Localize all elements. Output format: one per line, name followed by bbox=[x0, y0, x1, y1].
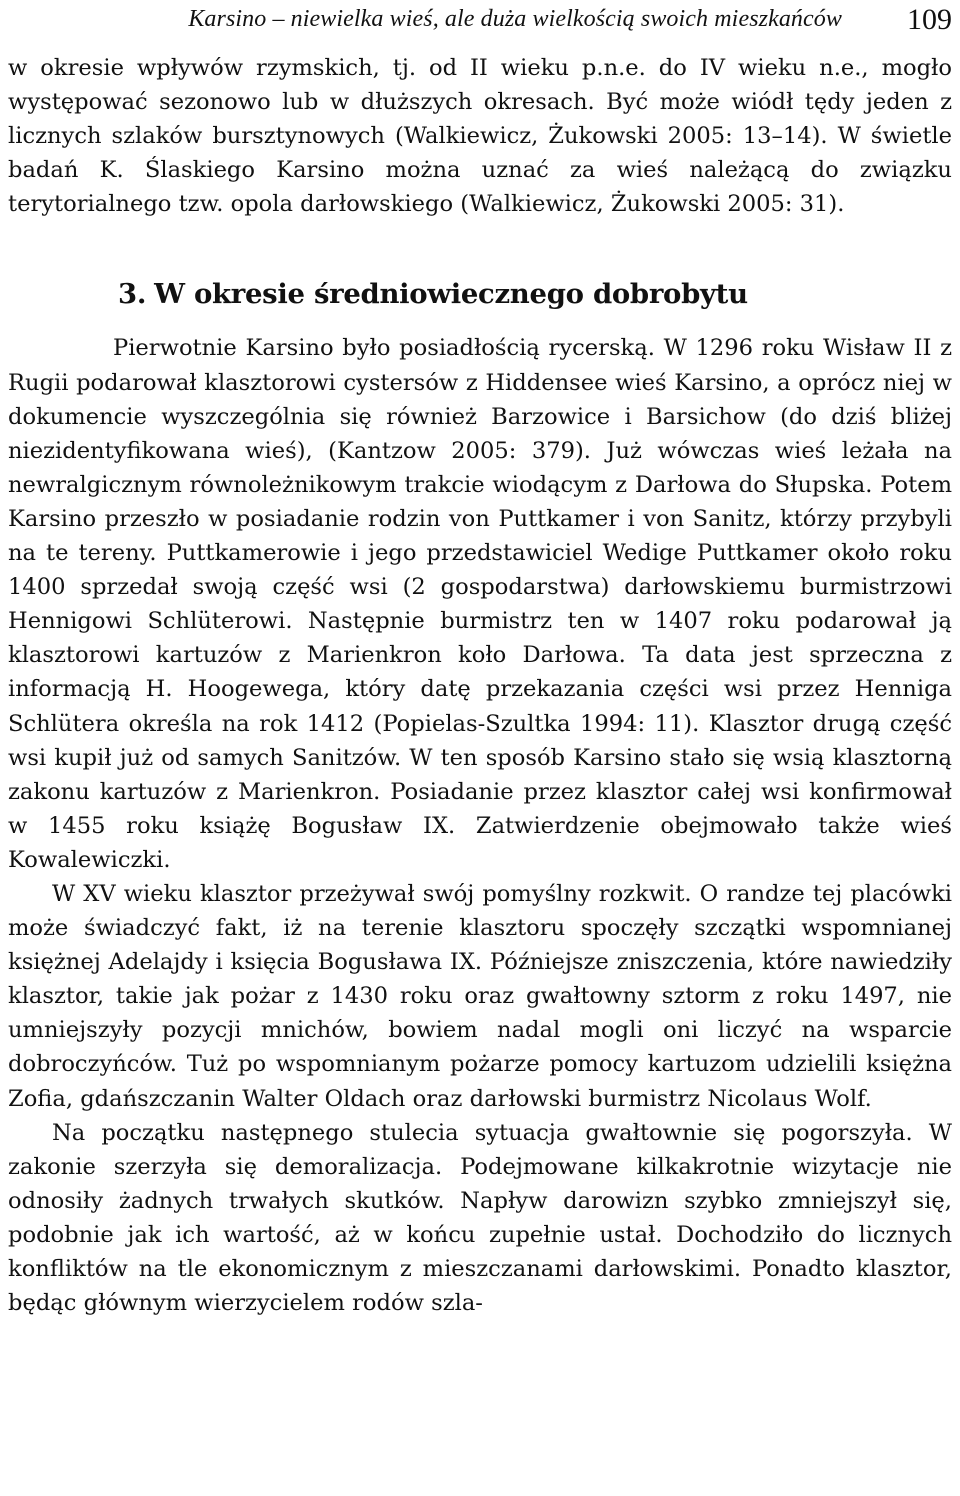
page-number: 109 bbox=[907, 3, 952, 36]
book-page bbox=[8, 0, 952, 1496]
running-title: Karsino – niewielka wieś, ale duża wielkością swoich mieszkańców bbox=[188, 6, 842, 32]
section-title: W okresie średniowiecznego dobrobytu bbox=[154, 278, 748, 311]
intro-paragraph: w okresie wpływów rzymskich, tj. od II wieku p.n.e. do IV wieku n.e., mogło występować sezonowo lub w dłuższych okresach. Być może wiódł tędy jeden z licznych szlaków bursztynowych (Walkiewicz, Żukowski 2005: 13–14). W świetle badań K. Ślaskiego Karsino można uznać za wieś należącą do związku terytorialnego tzw. opola darłowskiego (Walkiewicz, Żukowski 2005: 31). bbox=[8, 55, 952, 218]
section-number: 3. bbox=[118, 278, 147, 311]
paragraph-1: Pierwotnie Karsino było posiadłością rycerską. W 1296 roku Wisław II z Rugii podarował klasztorowi cystersów z Hiddensee wieś Karsino, a oprócz niej w dokumencie wyszczególnia się również Barzowice i Barsichow (do dziś bliżej niezidentyfikowana wieś), (Kantzow 2005: 379). Już wówczas wieś leżała na newralgicznym równoleżnikowym trakcie wiodącym z Darłowa do Słupska. Potem Karsino przeszło w posiadanie rodzin von Puttkamer i von Sanitz, którzy przybyli na te tereny. Puttkamerowie i jego przedstawiciel Wedige Puttkamer około roku 1400 sprzedał swoją część wsi (2 gospodarstwa) darłowskiemu burmistrzowi Hennigowi Schlüterowi. Następnie burmistrz ten w 1407 roku podarował ją klasztorowi kartuzów z Marienkron koło Darłowa. Ta data jest sprzeczna z informacją H. Hoogewega, który datę przekazania części wsi przez Henniga Schlütera określa na rok 1412 (Popielas-Szultka 1994: 11). Klasztor drugą część wsi kupił już od samych Sanitzów. W ten sposób Karsino stało się wsią klasztorną zakonu kartuzów z Marienkron. Posiadanie przez klasztor całej wsi konfirmował w 1455 roku książę Bogusław IX. Zatwierdzenie obejmowało także wieś Kowalewiczki. bbox=[8, 335, 952, 873]
paragraph-3: Na początku następnego stulecia sytuacja gwałtownie się pogorszyła. W zakonie szerzyła się demoralizacja. Podejmowane kilkakrotnie wizytacje nie odnosiły żadnych trwałych skutków. Napływ darowizn szybko zmniejszył się, podobnie jak ich wartość, aż w końcu zupełnie ustał. Dochodziło do licznych konfliktów na tle ekonomicznym z mieszczanami darłowskimi. Ponadto klasztor, będąc głównym wierzycielem rodów szla- bbox=[8, 1119, 952, 1317]
paragraph-2: W XV wieku klasztor przeżywał swój pomyślny rozkwit. O randze tej placówki może świadczyć fakt, iż na terenie klasztoru spoczęły szczątki wspomnianej księżnej Adelajdy i księcia Bogusława IX. Późniejsze zniszczenia, które nawiedziły klasztor, takie jak pożar z 1430 roku oraz gwałtowny sztorm z roku 1497, nie umniejszyły pozycji mnichów, bowiem nadal mogli oni liczyć na wsparcie dobroczyńców. Tuż po wspomnianym pożarze pomocy kartuzom udzielili księżna Zofia, gdańszczanin Walter Oldach oraz darłowski burmistrz Nicolaus Wolf. bbox=[8, 880, 952, 1112]
running-header bbox=[8, 2, 952, 44]
section-heading bbox=[118, 276, 952, 312]
body-text bbox=[8, 51, 952, 1320]
